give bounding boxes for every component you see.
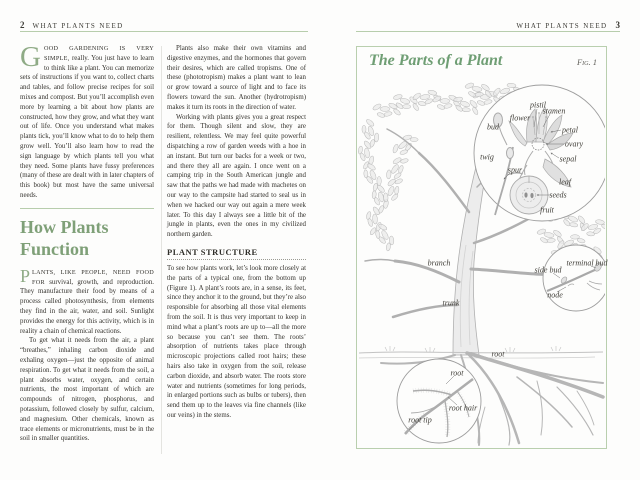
- figure-label-bud-3: bud: [487, 122, 499, 132]
- plant-illustration: [357, 47, 608, 447]
- right-page-number: 3: [615, 20, 620, 30]
- function-text: survival, growth, and reproduction. They manufacture their food by means of a process called photosynthesis, from elements they find in the air, water, and soil. Sunlight provides the energy for this activity, which is in reality a chain of chemical reactions.: [20, 278, 154, 335]
- figure-box: [356, 46, 607, 449]
- column-divider: [161, 46, 162, 454]
- dropcap-g: G: [20, 41, 41, 73]
- figure-label-sepal-7: sepal: [559, 154, 577, 164]
- figure-label-root-18: root: [450, 368, 464, 378]
- intro-lead-in: OOD GARDENING IS VERY SIMPLE,: [43, 45, 154, 62]
- figure-label-twig-6: twig: [480, 152, 494, 162]
- section-heading: How Plants Function: [20, 216, 109, 259]
- figure-label-side-bud-14: side bud: [534, 265, 562, 275]
- figure-label-fruit-11: fruit: [540, 205, 554, 215]
- figure-number: Fig. 1: [576, 57, 597, 67]
- figure-title: The Parts of a Plant: [369, 52, 503, 69]
- jungle-paragraph: Working with plants gives you a great respect for them. Though silent and slow, they are resilient, relentless. We may feel quite powerful dispatching a row of garden weeds with a hoe in an instant. But turn our backs for a week or two, and there they all are again. I once went on a camping trip in the South American jungle and saw that the paths we had made with machetes on our way to the campsite had started to seal us in when we hacked our way out again a mere week later. To this day I always see a little bit of the jungle in plants, even the ones in my civilized northern garden.: [167, 113, 306, 239]
- left-column-2: [167, 44, 306, 421]
- twig-inset-circle: [543, 245, 608, 311]
- figure-label-node-16: node: [547, 290, 563, 300]
- figure-label-stamen-1: stamen: [542, 106, 566, 116]
- left-column-1: [20, 41, 154, 444]
- right-header-rule: [356, 31, 620, 32]
- figure-label-root-tip-20: root tip: [408, 415, 432, 425]
- figure-label-root-hair-19: root hair: [448, 403, 478, 413]
- figure-label-trunk-13: trunk: [442, 298, 460, 308]
- left-running-head: [20, 20, 308, 30]
- function-lead-in: LANTS, LIKE PEOPLE, NEED FOOD FOR: [32, 268, 154, 286]
- intro-paragraph: [20, 41, 154, 201]
- figure-label-leaf-9: leaf: [559, 177, 571, 187]
- structure-paragraph: To see how plants work, let’s look more closely at the parts of a typical one, from the bottom up (Figure 1). A plant’s roots are, in a sense, its feet, since they anchor it to the ground, but they’re also responsible for absorbing all those vital elements from the soil. It is thus very important to keep in mind what a plant’s roots are up to—all the more so because you can’t see them. The roots’ absorption of nutrients takes place through microscopic projections called root hairs; these hairs also take in oxygen from the soil, release carbon dioxide, and absorb water. The roots store water and nutrients (sometimes for long periods, in enlarged portions such as bulbs or tubers), then send them up to the leaves via fine channels (like our veins) in the stems.: [167, 264, 306, 419]
- figure-label-seeds-10: seeds: [549, 190, 567, 200]
- figure-label-branch-12: branch: [427, 258, 451, 268]
- figure-label-flower-2: flower: [509, 113, 531, 123]
- right-page: [320, 0, 640, 480]
- left-header-rule: [20, 31, 308, 32]
- tropism-paragraph: Plants also make their own vitamins and digestive enzymes, and the hormones that govern their desires, which are called tropisms. One of these (phototropism) makes a plant want to lean or grow toward a source of light and to face its flowers toward the sun. Another (hydrotropism) makes it turn its roots in the direction of water.: [167, 45, 306, 111]
- left-running-head-text: WHAT PLANTS NEED: [32, 22, 124, 30]
- figure-header: [369, 52, 597, 70]
- left-page-number: 2: [20, 20, 25, 30]
- right-running-head-text: WHAT PLANTS NEED: [516, 22, 608, 30]
- figure-label-spur-8: spur: [507, 165, 523, 175]
- figure-label-pistil-0: pistil: [529, 100, 547, 110]
- figure-label-root-17: root: [491, 349, 505, 359]
- figure-label-terminal-bud-15: terminal bud: [566, 258, 608, 268]
- plant-structure-subheading: PLANT STRUCTURE: [167, 247, 306, 260]
- figure-label-ovary-5: ovary: [564, 139, 584, 149]
- figure-canvas: [357, 47, 606, 448]
- function-paragraph-2: To get what it needs from the air, a plant “breathes,” inhaling carbon dioxide and exhaling oxygen—just the opposite of animal respiration. To get what it needs from the soil, a plant absorbs water, oxygen, and certain nutrients, the most important of which are compounds of nitrogen, phosphorus, and potassium, followed closely by sulfur, calcium, and magnesium. Other chemicals, known as trace elements or micronutrients, must be in the soil in smaller quantities.: [20, 337, 154, 443]
- figure-label-petal-4: petal: [562, 125, 578, 135]
- function-paragraph: [20, 265, 154, 337]
- intro-text: really. You just have to learn to think like a plant. You can memorize sets of instructions if you want to, collect charts and tables, and follow precise recipes for soil mixes and compost. But you’ll accomplish even more by learning a bit about how plants are constructed, how they grow, and what they want out of life. Once you understand what makes plants tick, you’ll know what to do to help them grow well. You’ll also learn how to read the sign language by which plants tell you what they need. Some plants have fussy preferences (many of these are dealt with in later chapters of this book) but most have the same universal needs.: [20, 54, 154, 199]
- right-running-head: [356, 20, 620, 30]
- dropcap-p: P: [20, 265, 31, 286]
- section-rule: [20, 208, 154, 209]
